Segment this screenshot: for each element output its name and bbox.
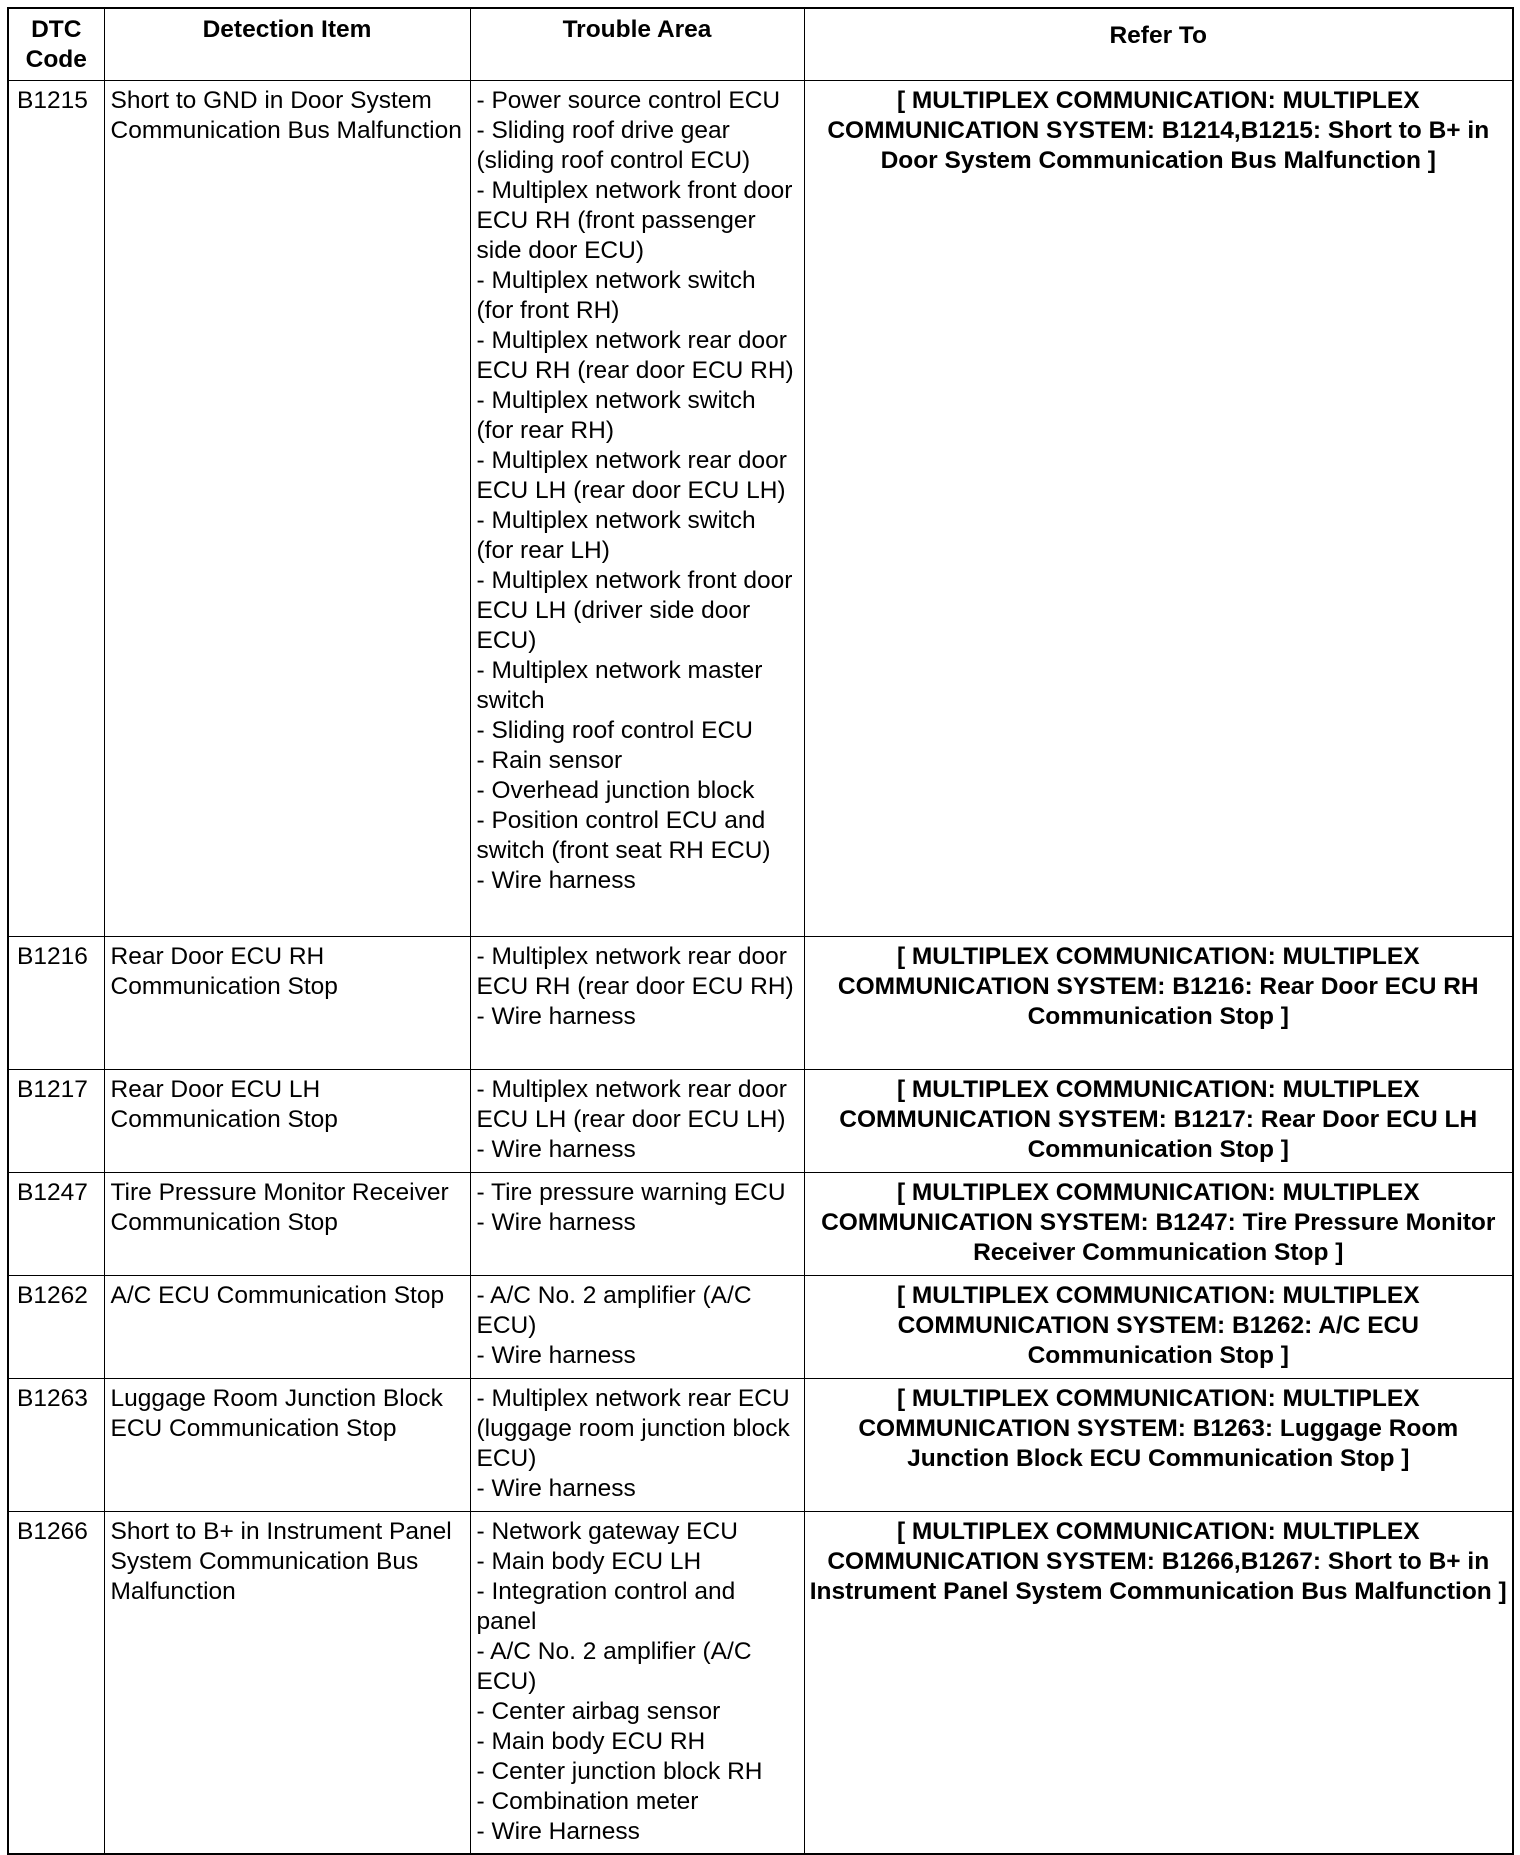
refer-to-link[interactable]: [ MULTIPLEX COMMUNICATION: MULTIPLEX COMMUNICATION SYSTEM: B1266,B1267: Short to B+ in Instrument Panel System Communication Bus Malfunction ] bbox=[804, 1511, 1513, 1854]
trouble-area-item: - Wire harness bbox=[476, 1341, 636, 1369]
trouble-area-item: - Multiplex network rear door ECU LH (rear door ECU LH) bbox=[476, 1075, 787, 1133]
trouble-area-item: - Network gateway ECU bbox=[476, 1517, 738, 1545]
dtc-code-cell: B1266 bbox=[8, 1511, 104, 1854]
trouble-area-item: - Rain sensor bbox=[476, 746, 623, 774]
trouble-area-item: - Tire pressure warning ECU bbox=[476, 1178, 786, 1206]
detection-item-cell: A/C ECU Communication Stop bbox=[104, 1275, 470, 1378]
table-row bbox=[8, 1069, 1513, 1172]
trouble-area-item: - Multiplex network switch (for rear LH) bbox=[476, 506, 756, 564]
trouble-area-item: - Overhead junction block bbox=[476, 776, 755, 804]
detection-item-cell: Tire Pressure Monitor Receiver Communication Stop bbox=[104, 1172, 470, 1275]
header-row bbox=[8, 8, 1513, 80]
trouble-area-item: - Integration control and panel bbox=[476, 1577, 736, 1635]
refer-to-link[interactable]: [ MULTIPLEX COMMUNICATION: MULTIPLEX COMMUNICATION SYSTEM: B1214,B1215: Short to B+ in Door System Communication Bus Malfunction ] bbox=[804, 80, 1513, 936]
table-row bbox=[8, 1511, 1513, 1854]
dtc-code-cell: B1247 bbox=[8, 1172, 104, 1275]
refer-to-link[interactable]: [ MULTIPLEX COMMUNICATION: MULTIPLEX COMMUNICATION SYSTEM: B1217: Rear Door ECU LH Communication Stop ] bbox=[804, 1069, 1513, 1172]
dtc-code-cell: B1215 bbox=[8, 80, 104, 936]
table-row bbox=[8, 80, 1513, 936]
trouble-area-item: - Main body ECU LH bbox=[476, 1547, 702, 1575]
header-dtc-code: DTC Code bbox=[8, 8, 104, 80]
trouble-area-item: - A/C No. 2 amplifier (A/C ECU) bbox=[476, 1637, 752, 1695]
trouble-area-item: - Multiplex network rear ECU (luggage room junction block ECU) bbox=[476, 1384, 790, 1472]
trouble-area-cell bbox=[470, 1511, 804, 1854]
trouble-area-item: - Wire harness bbox=[476, 866, 636, 894]
trouble-area-item: - Main body ECU RH bbox=[476, 1727, 706, 1755]
trouble-area-item: - Multiplex network rear door ECU LH (rear door ECU LH) bbox=[476, 446, 787, 504]
trouble-area-cell bbox=[470, 80, 804, 936]
table-body bbox=[8, 80, 1513, 1854]
trouble-area-item: - Combination meter bbox=[476, 1787, 699, 1815]
dtc-code-cell: B1262 bbox=[8, 1275, 104, 1378]
table-row bbox=[8, 1275, 1513, 1378]
refer-to-link[interactable]: [ MULTIPLEX COMMUNICATION: MULTIPLEX COMMUNICATION SYSTEM: B1262: A/C ECU Communication Stop ] bbox=[804, 1275, 1513, 1378]
trouble-area-item: - A/C No. 2 amplifier (A/C ECU) bbox=[476, 1281, 752, 1339]
table-row bbox=[8, 936, 1513, 1069]
trouble-area-item: - Wire harness bbox=[476, 1135, 636, 1163]
trouble-area-item: - Multiplex network switch (for rear RH) bbox=[476, 386, 756, 444]
trouble-area-item: - Sliding roof drive gear (sliding roof control ECU) bbox=[476, 116, 751, 174]
trouble-area-item: - Multiplex network switch (for front RH) bbox=[476, 266, 756, 324]
trouble-area-item: - Multiplex network rear door ECU RH (rear door ECU RH) bbox=[476, 942, 794, 1000]
dtc-code-cell: B1216 bbox=[8, 936, 104, 1069]
trouble-area-item: - Wire harness bbox=[476, 1208, 636, 1236]
trouble-area-item: - Power source control ECU bbox=[476, 86, 781, 114]
detection-item-cell: Rear Door ECU LH Communication Stop bbox=[104, 1069, 470, 1172]
refer-to-link[interactable]: [ MULTIPLEX COMMUNICATION: MULTIPLEX COMMUNICATION SYSTEM: B1216: Rear Door ECU RH Communication Stop ] bbox=[804, 936, 1513, 1069]
detection-item-cell: Short to GND in Door System Communication Bus Malfunction bbox=[104, 80, 470, 936]
trouble-area-item: - Center junction block RH bbox=[476, 1757, 763, 1785]
dtc-table bbox=[7, 7, 1514, 1855]
refer-to-link[interactable]: [ MULTIPLEX COMMUNICATION: MULTIPLEX COMMUNICATION SYSTEM: B1263: Luggage Room Junction Block ECU Communication Stop ] bbox=[804, 1378, 1513, 1511]
trouble-area-item: - Multiplex network front door ECU RH (front passenger side door ECU) bbox=[476, 176, 793, 264]
dtc-code-cell: B1217 bbox=[8, 1069, 104, 1172]
trouble-area-cell bbox=[470, 1172, 804, 1275]
header-detection-item: Detection Item bbox=[104, 8, 470, 80]
table-row bbox=[8, 1172, 1513, 1275]
trouble-area-item: - Center airbag sensor bbox=[476, 1697, 721, 1725]
trouble-area-item: - Wire Harness bbox=[476, 1817, 640, 1845]
detection-item-cell: Luggage Room Junction Block ECU Communication Stop bbox=[104, 1378, 470, 1511]
trouble-area-item: - Multiplex network rear door ECU RH (rear door ECU RH) bbox=[476, 326, 794, 384]
trouble-area-cell bbox=[470, 1069, 804, 1172]
trouble-area-cell bbox=[470, 936, 804, 1069]
trouble-area-item: - Multiplex network master switch bbox=[476, 656, 763, 714]
trouble-area-cell bbox=[470, 1378, 804, 1511]
trouble-area-item: - Multiplex network front door ECU LH (driver side door ECU) bbox=[476, 566, 793, 654]
refer-to-link[interactable]: [ MULTIPLEX COMMUNICATION: MULTIPLEX COMMUNICATION SYSTEM: B1247: Tire Pressure Monitor Receiver Communication Stop ] bbox=[804, 1172, 1513, 1275]
header-refer-to: Refer To bbox=[804, 8, 1513, 80]
trouble-area-item: - Wire harness bbox=[476, 1474, 636, 1502]
detection-item-cell: Short to B+ in Instrument Panel System Communication Bus Malfunction bbox=[104, 1511, 470, 1854]
trouble-area-item: - Sliding roof control ECU bbox=[476, 716, 753, 744]
trouble-area-item: - Wire harness bbox=[476, 1002, 636, 1030]
dtc-code-cell: B1263 bbox=[8, 1378, 104, 1511]
detection-item-cell: Rear Door ECU RH Communication Stop bbox=[104, 936, 470, 1069]
table-row bbox=[8, 1378, 1513, 1511]
trouble-area-item: - Position control ECU and switch (front seat RH ECU) bbox=[476, 806, 771, 864]
header-trouble-area: Trouble Area bbox=[470, 8, 804, 80]
trouble-area-cell bbox=[470, 1275, 804, 1378]
